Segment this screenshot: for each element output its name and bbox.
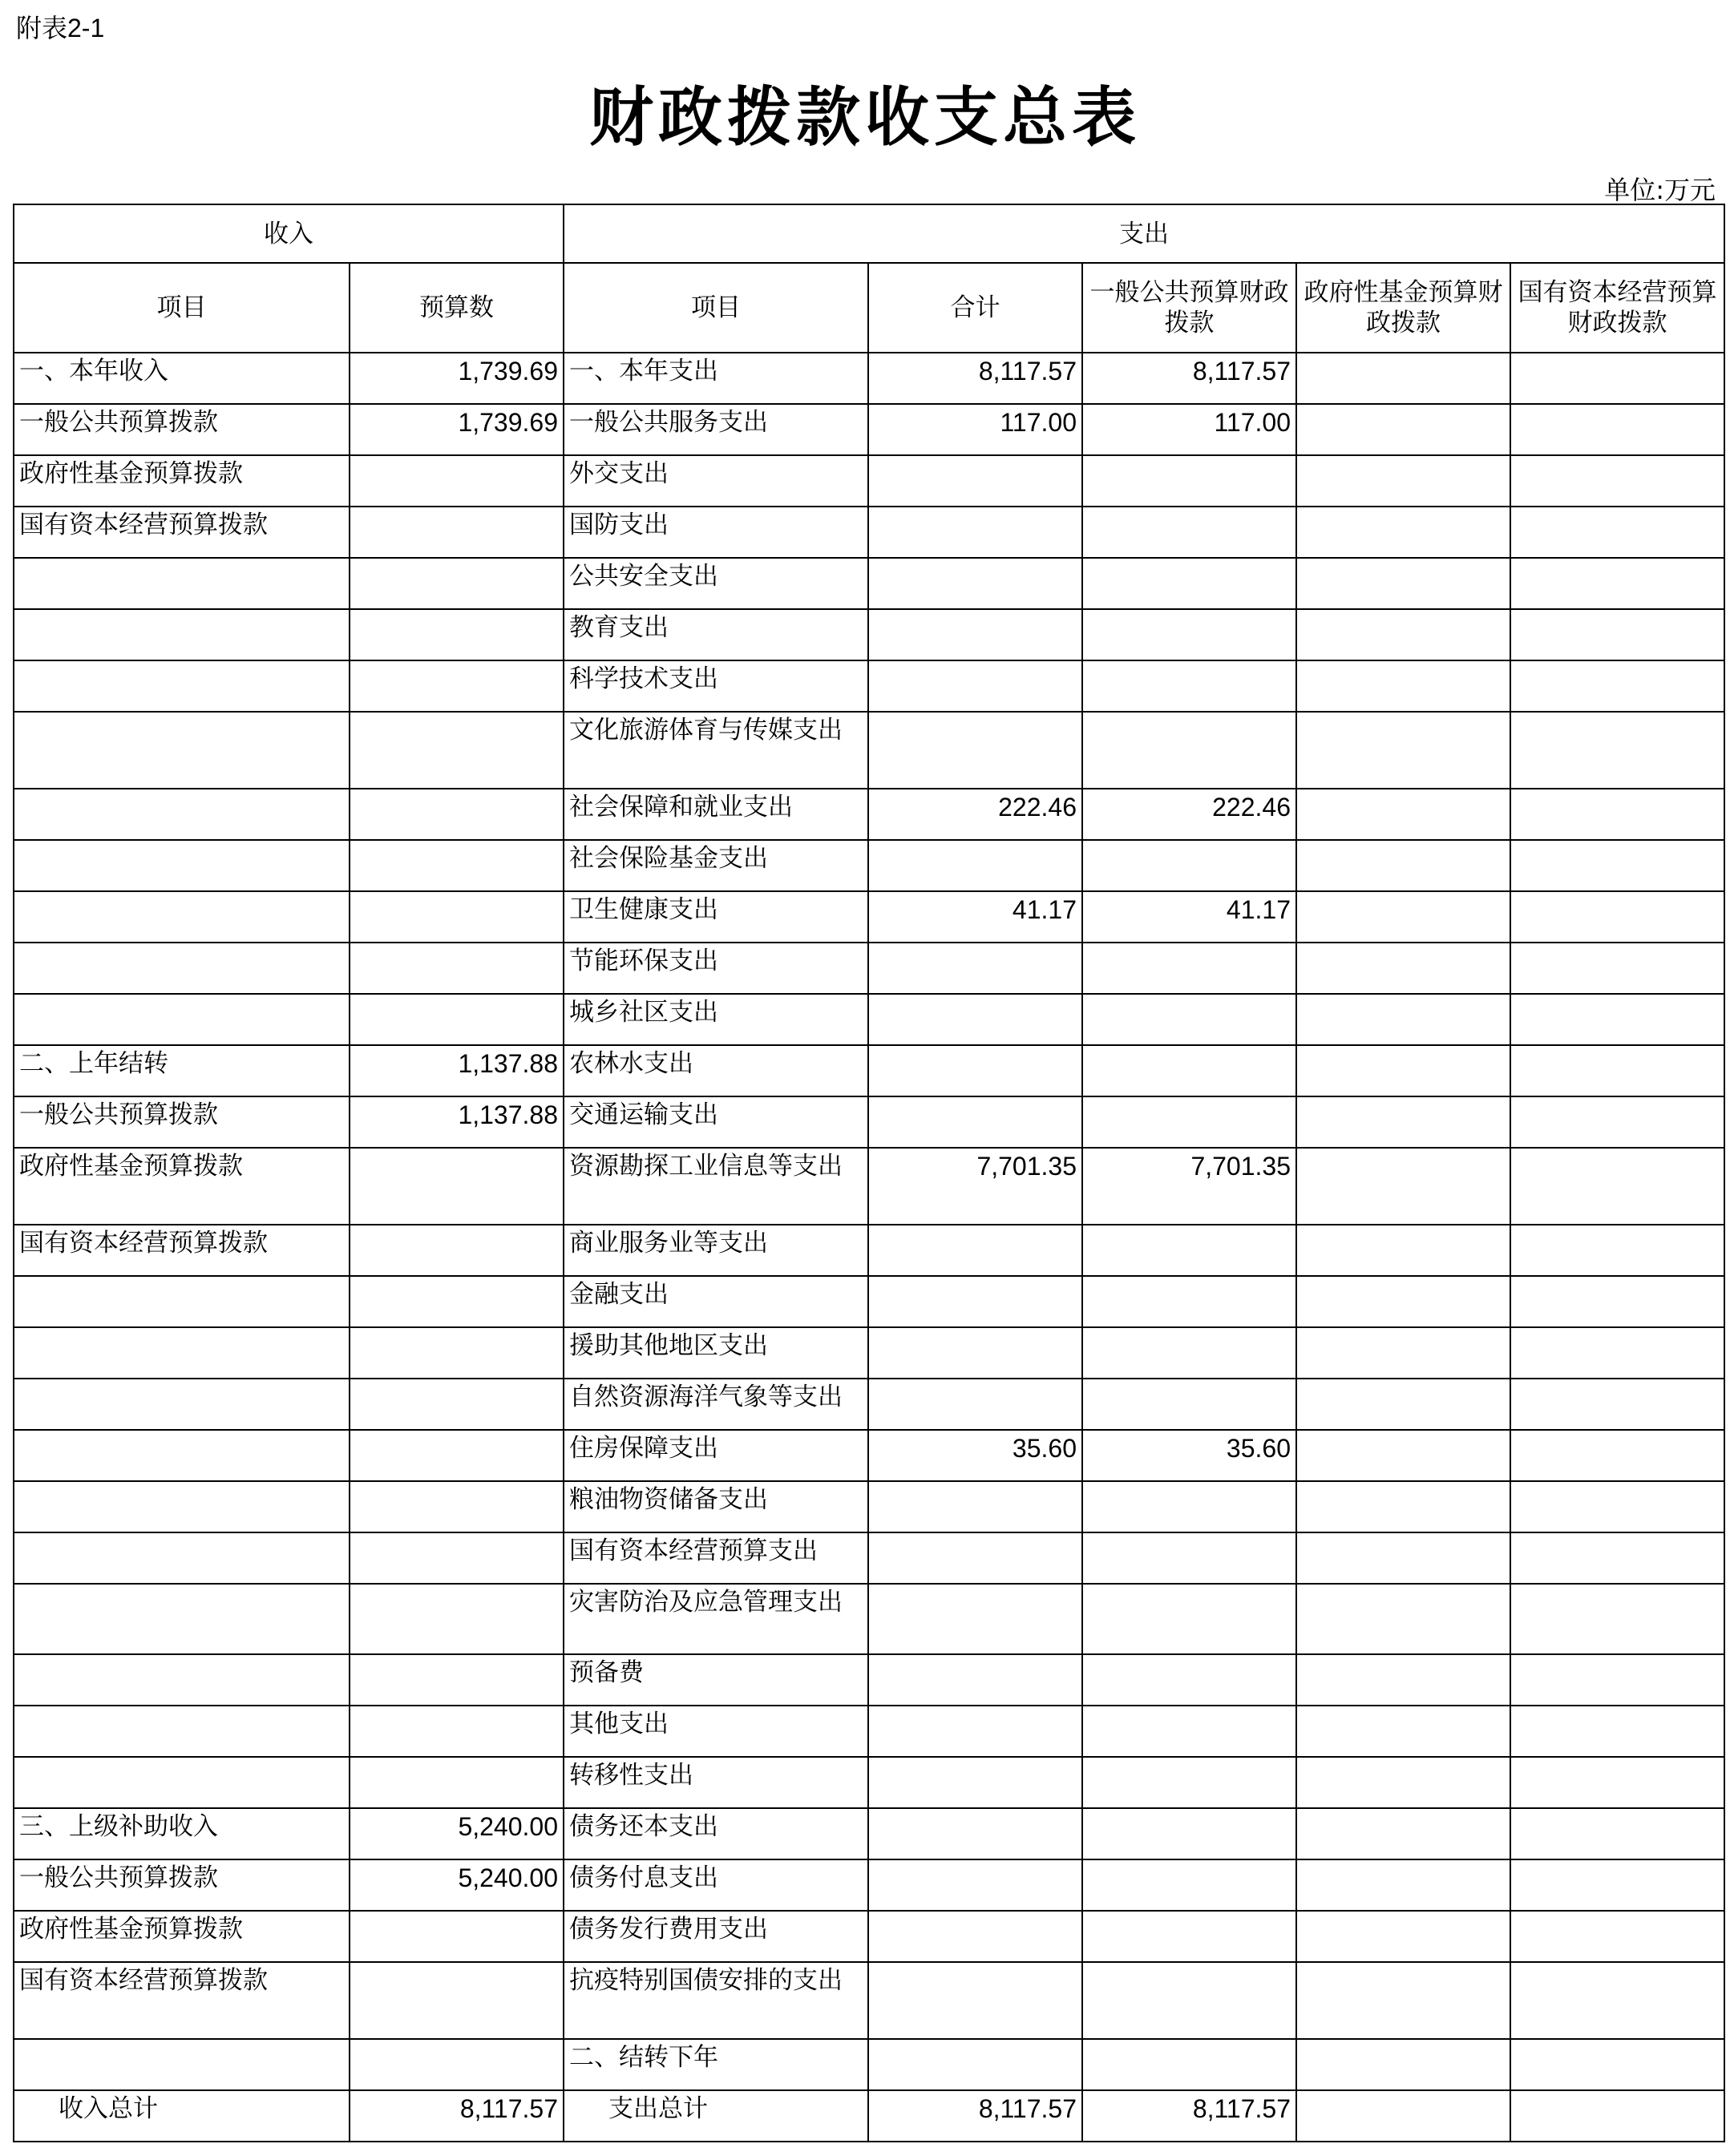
- income-amount-cell: [350, 1379, 564, 1430]
- table-row: [14, 1584, 1724, 1654]
- expense-total-cell: 222.46: [868, 789, 1082, 840]
- income-amount-cell: 1,137.88: [350, 1096, 564, 1148]
- income-amount-cell: [350, 789, 564, 840]
- income-item-cell: 国有资本经营预算拨款: [14, 507, 350, 558]
- state-capital-cell: [1510, 660, 1724, 712]
- general-budget-cell: [1082, 840, 1296, 891]
- income-item-cell: 一般公共预算拨款: [14, 404, 350, 455]
- general-budget-cell: [1082, 1096, 1296, 1148]
- income-amount-cell: [350, 1654, 564, 1706]
- table-row: [14, 840, 1724, 891]
- expense-total-cell: [868, 507, 1082, 558]
- income-amount-cell: 1,137.88: [350, 1045, 564, 1096]
- income-item-cell: [14, 1430, 350, 1481]
- income-item-header: 项目: [14, 263, 350, 353]
- income-item-cell: [14, 943, 350, 994]
- expense-total-cell: 7,701.35: [868, 1148, 1082, 1225]
- general-budget-cell: [1082, 1532, 1296, 1584]
- expense-total-cell: [868, 1706, 1082, 1757]
- table-row: [14, 1379, 1724, 1430]
- gov-fund-cell: [1296, 1584, 1510, 1654]
- expense-total-cell: [868, 660, 1082, 712]
- general-budget-cell: [1082, 1584, 1296, 1654]
- state-capital-cell: [1510, 1225, 1724, 1276]
- gov-fund-cell: [1296, 1045, 1510, 1096]
- expense-item-header: 项目: [564, 263, 868, 353]
- expense-total-label: 支出总计: [564, 2090, 868, 2142]
- expense-total-cell: [868, 1859, 1082, 1911]
- general-budget-cell: [1082, 1379, 1296, 1430]
- income-amount-cell: 1,739.69: [350, 353, 564, 404]
- table-row: [14, 994, 1724, 1045]
- table-row: [14, 943, 1724, 994]
- income-amount-cell: [350, 1430, 564, 1481]
- table-row: [14, 1859, 1724, 1911]
- income-amount-cell: [350, 1757, 564, 1808]
- income-amount-cell: [350, 1911, 564, 1962]
- income-item-cell: 政府性基金预算拨款: [14, 1911, 350, 1962]
- table-row: [14, 1911, 1724, 1962]
- expense-total-cell: [868, 455, 1082, 507]
- table-row: [14, 1962, 1724, 2039]
- state-capital-cell: [1510, 891, 1724, 943]
- table-row: [14, 353, 1724, 404]
- state-capital-cell: [1510, 1379, 1724, 1430]
- gov-fund-cell: [1296, 1654, 1510, 1706]
- income-amount-cell: [350, 1532, 564, 1584]
- expense-item-cell: 援助其他地区支出: [564, 1327, 868, 1379]
- gov-fund-cell: [1296, 1706, 1510, 1757]
- expense-total-cell: [868, 1962, 1082, 2039]
- table-row: [14, 1706, 1724, 1757]
- expense-total-cell: [868, 840, 1082, 891]
- general-budget-cell: 8,117.57: [1082, 353, 1296, 404]
- state-capital-cell: [1510, 1096, 1724, 1148]
- income-amount-cell: [350, 558, 564, 609]
- state-capital-cell: [1510, 609, 1724, 660]
- expense-item-cell: 国有资本经营预算支出: [564, 1532, 868, 1584]
- income-item-cell: [14, 789, 350, 840]
- state-capital-cell: [1510, 994, 1724, 1045]
- income-item-cell: [14, 609, 350, 660]
- gov-fund-cell: [1296, 353, 1510, 404]
- income-item-cell: 国有资本经营预算拨款: [14, 1225, 350, 1276]
- expense-item-cell: 公共安全支出: [564, 558, 868, 609]
- totals-row: [14, 2090, 1724, 2142]
- expense-item-cell: 城乡社区支出: [564, 994, 868, 1045]
- state-capital-cell: [1510, 1757, 1724, 1808]
- expense-total-cell: [868, 1808, 1082, 1859]
- expense-item-cell: 转移性支出: [564, 1757, 868, 1808]
- general-budget-cell: 222.46: [1082, 789, 1296, 840]
- general-budget-cell: [1082, 1327, 1296, 1379]
- general-budget-cell: 41.17: [1082, 891, 1296, 943]
- income-amount-cell: [350, 507, 564, 558]
- gov-fund-cell: [1296, 891, 1510, 943]
- income-item-cell: [14, 994, 350, 1045]
- expense-item-cell: 粮油物资储备支出: [564, 1481, 868, 1532]
- income-item-cell: [14, 712, 350, 789]
- state-capital-cell: [1510, 404, 1724, 455]
- state-capital-cell: [1510, 1654, 1724, 1706]
- income-amount-cell: [350, 840, 564, 891]
- state-capital-cell: [1510, 455, 1724, 507]
- state-capital-cell: [1510, 2039, 1724, 2090]
- expense-item-cell: 交通运输支出: [564, 1096, 868, 1148]
- column-header-row: [14, 263, 1724, 353]
- gov-fund-cell: [1296, 1808, 1510, 1859]
- expense-item-cell: 商业服务业等支出: [564, 1225, 868, 1276]
- table-row: [14, 1654, 1724, 1706]
- income-item-cell: [14, 660, 350, 712]
- expense-total-cell: 117.00: [868, 404, 1082, 455]
- general-budget-cell: [1082, 1962, 1296, 2039]
- gov-fund-cell: [1296, 1225, 1510, 1276]
- gov-fund-total: [1296, 2090, 1510, 2142]
- table-row: [14, 1808, 1724, 1859]
- table-row: [14, 660, 1724, 712]
- gov-fund-cell: [1296, 1148, 1510, 1225]
- state-capital-cell: [1510, 1911, 1724, 1962]
- income-amount-cell: [350, 1327, 564, 1379]
- income-item-cell: 政府性基金预算拨款: [14, 455, 350, 507]
- expense-total-cell: [868, 1276, 1082, 1327]
- state-capital-header: 国有资本经营预算财政拨款: [1510, 263, 1724, 353]
- table-row: [14, 455, 1724, 507]
- general-budget-cell: [1082, 609, 1296, 660]
- income-total-amount: 8,117.57: [350, 2090, 564, 2142]
- expense-item-cell: 二、结转下年: [564, 2039, 868, 2090]
- table-row: [14, 1327, 1724, 1379]
- gov-fund-cell: [1296, 1276, 1510, 1327]
- income-total-label: 收入总计: [14, 2090, 350, 2142]
- general-budget-cell: [1082, 1859, 1296, 1911]
- state-capital-cell: [1510, 1481, 1724, 1532]
- gov-fund-cell: [1296, 1379, 1510, 1430]
- gov-fund-cell: [1296, 1532, 1510, 1584]
- general-budget-cell: [1082, 558, 1296, 609]
- income-amount-cell: [350, 994, 564, 1045]
- income-amount-cell: [350, 891, 564, 943]
- expense-item-cell: 卫生健康支出: [564, 891, 868, 943]
- gov-fund-cell: [1296, 1430, 1510, 1481]
- general-budget-cell: [1082, 712, 1296, 789]
- gov-fund-cell: [1296, 1859, 1510, 1911]
- general-budget-cell: [1082, 943, 1296, 994]
- expense-item-cell: 金融支出: [564, 1276, 868, 1327]
- income-item-cell: 一般公共预算拨款: [14, 1859, 350, 1911]
- page-title: 财政拨款收支总表: [589, 79, 1141, 155]
- expense-item-cell: 灾害防治及应急管理支出: [564, 1584, 868, 1654]
- income-item-cell: [14, 1584, 350, 1654]
- table-row: [14, 1430, 1724, 1481]
- state-capital-cell: [1510, 712, 1724, 789]
- expense-item-cell: 社会保障和就业支出: [564, 789, 868, 840]
- income-amount-cell: [350, 943, 564, 994]
- income-item-cell: 一、本年收入: [14, 353, 350, 404]
- general-budget-cell: [1082, 455, 1296, 507]
- table-row: [14, 712, 1724, 789]
- gov-fund-cell: [1296, 1757, 1510, 1808]
- expense-item-cell: 自然资源海洋气象等支出: [564, 1379, 868, 1430]
- income-item-cell: [14, 891, 350, 943]
- state-capital-cell: [1510, 1859, 1724, 1911]
- income-amount-cell: 5,240.00: [350, 1859, 564, 1911]
- income-item-cell: 国有资本经营预算拨款: [14, 1962, 350, 2039]
- expense-item-cell: 一般公共服务支出: [564, 404, 868, 455]
- state-capital-cell: [1510, 1808, 1724, 1859]
- state-capital-cell: [1510, 1430, 1724, 1481]
- income-amount-cell: [350, 1225, 564, 1276]
- expense-item-cell: 教育支出: [564, 609, 868, 660]
- income-amount-cell: [350, 1481, 564, 1532]
- income-item-cell: [14, 1706, 350, 1757]
- income-item-cell: 三、上级补助收入: [14, 1808, 350, 1859]
- general-budget-cell: [1082, 660, 1296, 712]
- gov-fund-cell: [1296, 1096, 1510, 1148]
- expense-total-cell: [868, 1096, 1082, 1148]
- table-row: [14, 1757, 1724, 1808]
- state-capital-cell: [1510, 1584, 1724, 1654]
- expense-item-cell: 文化旅游体育与传媒支出: [564, 712, 868, 789]
- expense-item-cell: 一、本年支出: [564, 353, 868, 404]
- expense-header: 支出: [564, 204, 1724, 263]
- general-budget-cell: [1082, 1706, 1296, 1757]
- expense-item-cell: 农林水支出: [564, 1045, 868, 1096]
- table-row: [14, 789, 1724, 840]
- gov-fund-cell: [1296, 507, 1510, 558]
- gov-fund-cell: [1296, 840, 1510, 891]
- income-item-cell: [14, 840, 350, 891]
- gov-fund-cell: [1296, 609, 1510, 660]
- income-amount-cell: [350, 2039, 564, 2090]
- expense-total-cell: [868, 1584, 1082, 1654]
- income-amount-cell: 5,240.00: [350, 1808, 564, 1859]
- state-capital-cell: [1510, 840, 1724, 891]
- attachment-label: 附表2-1: [16, 14, 105, 42]
- income-amount-cell: [350, 1276, 564, 1327]
- gov-fund-cell: [1296, 404, 1510, 455]
- expense-total-cell: 41.17: [868, 891, 1082, 943]
- general-budget-cell: [1082, 1757, 1296, 1808]
- expense-item-cell: 债务还本支出: [564, 1808, 868, 1859]
- gov-fund-header: 政府性基金预算财政拨款: [1296, 263, 1510, 353]
- table-row: [14, 507, 1724, 558]
- income-item-cell: [14, 2039, 350, 2090]
- expense-item-cell: 债务发行费用支出: [564, 1911, 868, 1962]
- expense-total-cell: 8,117.57: [868, 353, 1082, 404]
- table-row: [14, 558, 1724, 609]
- table-row: [14, 891, 1724, 943]
- income-item-cell: [14, 1276, 350, 1327]
- gov-fund-cell: [1296, 994, 1510, 1045]
- expense-total-cell: [868, 609, 1082, 660]
- state-capital-cell: [1510, 1706, 1724, 1757]
- income-item-cell: [14, 1757, 350, 1808]
- state-capital-cell: [1510, 943, 1724, 994]
- expense-total-cell: [868, 994, 1082, 1045]
- expense-item-cell: 住房保障支出: [564, 1430, 868, 1481]
- expense-total-cell: [868, 2039, 1082, 2090]
- state-capital-cell: [1510, 1276, 1724, 1327]
- expense-total-cell: [868, 558, 1082, 609]
- budget-table: [13, 204, 1725, 2142]
- general-budget-total: 8,117.57: [1082, 2090, 1296, 2142]
- gov-fund-cell: [1296, 455, 1510, 507]
- income-item-cell: [14, 1327, 350, 1379]
- table-row: [14, 1481, 1724, 1532]
- general-budget-cell: [1082, 1911, 1296, 1962]
- gov-fund-cell: [1296, 789, 1510, 840]
- table-row: [14, 609, 1724, 660]
- expense-item-cell: 外交支出: [564, 455, 868, 507]
- state-capital-cell: [1510, 1045, 1724, 1096]
- state-capital-cell: [1510, 1148, 1724, 1225]
- expense-item-cell: 节能环保支出: [564, 943, 868, 994]
- state-capital-cell: [1510, 507, 1724, 558]
- unit-label: 单位:万元: [1604, 175, 1716, 205]
- gov-fund-cell: [1296, 660, 1510, 712]
- gov-fund-cell: [1296, 1327, 1510, 1379]
- income-amount-cell: 1,739.69: [350, 404, 564, 455]
- general-budget-cell: [1082, 994, 1296, 1045]
- general-budget-cell: [1082, 1808, 1296, 1859]
- section-header-row: [14, 204, 1724, 263]
- expense-total-cell: [868, 1757, 1082, 1808]
- general-budget-cell: [1082, 1225, 1296, 1276]
- expense-total-cell: [868, 1379, 1082, 1430]
- expense-item-cell: 国防支出: [564, 507, 868, 558]
- income-amount-cell: [350, 455, 564, 507]
- table-row: [14, 1532, 1724, 1584]
- income-item-cell: [14, 1481, 350, 1532]
- gov-fund-cell: [1296, 558, 1510, 609]
- income-item-cell: [14, 558, 350, 609]
- table-row: [14, 404, 1724, 455]
- expense-total-cell: [868, 1654, 1082, 1706]
- table-row: [14, 1225, 1724, 1276]
- expense-total-header: 合计: [868, 263, 1082, 353]
- expense-item-cell: 债务付息支出: [564, 1859, 868, 1911]
- expense-total-cell: [868, 1327, 1082, 1379]
- income-header: 收入: [14, 204, 564, 263]
- expense-item-cell: 其他支出: [564, 1706, 868, 1757]
- table-row: [14, 1045, 1724, 1096]
- state-capital-cell: [1510, 1962, 1724, 2039]
- income-amount-cell: [350, 660, 564, 712]
- income-item-cell: 政府性基金预算拨款: [14, 1148, 350, 1225]
- table-row: [14, 1096, 1724, 1148]
- expense-total-cell: [868, 1045, 1082, 1096]
- income-amount-cell: [350, 1962, 564, 2039]
- state-capital-cell: [1510, 1327, 1724, 1379]
- expense-total-cell: [868, 1911, 1082, 1962]
- table-row: [14, 1276, 1724, 1327]
- table-row: [14, 2039, 1724, 2090]
- income-amount-cell: [350, 712, 564, 789]
- income-amount-cell: [350, 1148, 564, 1225]
- income-amount-cell: [350, 609, 564, 660]
- income-amount-cell: [350, 1706, 564, 1757]
- general-budget-cell: [1082, 1276, 1296, 1327]
- expense-item-cell: 社会保险基金支出: [564, 840, 868, 891]
- gov-fund-cell: [1296, 2039, 1510, 2090]
- general-budget-cell: [1082, 1481, 1296, 1532]
- gov-fund-cell: [1296, 1962, 1510, 2039]
- income-budget-header: 预算数: [350, 263, 564, 353]
- expense-item-cell: 科学技术支出: [564, 660, 868, 712]
- expense-item-cell: 预备费: [564, 1654, 868, 1706]
- expense-total-amount: 8,117.57: [868, 2090, 1082, 2142]
- income-item-cell: 二、上年结转: [14, 1045, 350, 1096]
- state-capital-cell: [1510, 353, 1724, 404]
- general-budget-cell: [1082, 1654, 1296, 1706]
- expense-item-cell: 抗疫特别国债安排的支出: [564, 1962, 868, 2039]
- general-budget-cell: [1082, 507, 1296, 558]
- income-item-cell: [14, 1379, 350, 1430]
- expense-total-cell: [868, 943, 1082, 994]
- expense-total-cell: 35.60: [868, 1430, 1082, 1481]
- state-capital-cell: [1510, 558, 1724, 609]
- state-capital-cell: [1510, 789, 1724, 840]
- general-budget-cell: [1082, 2039, 1296, 2090]
- expense-total-cell: [868, 712, 1082, 789]
- income-amount-cell: [350, 1584, 564, 1654]
- income-item-cell: [14, 1532, 350, 1584]
- gov-fund-cell: [1296, 943, 1510, 994]
- expense-total-cell: [868, 1532, 1082, 1584]
- general-budget-cell: [1082, 1045, 1296, 1096]
- general-budget-header: 一般公共预算财政拨款: [1082, 263, 1296, 353]
- expense-total-cell: [868, 1225, 1082, 1276]
- gov-fund-cell: [1296, 1911, 1510, 1962]
- general-budget-cell: 35.60: [1082, 1430, 1296, 1481]
- gov-fund-cell: [1296, 712, 1510, 789]
- gov-fund-cell: [1296, 1481, 1510, 1532]
- state-capital-cell: [1510, 1532, 1724, 1584]
- general-budget-cell: 117.00: [1082, 404, 1296, 455]
- income-item-cell: 一般公共预算拨款: [14, 1096, 350, 1148]
- income-item-cell: [14, 1654, 350, 1706]
- general-budget-cell: 7,701.35: [1082, 1148, 1296, 1225]
- expense-item-cell: 资源勘探工业信息等支出: [564, 1148, 868, 1225]
- table-row: [14, 1148, 1724, 1225]
- state-capital-total: [1510, 2090, 1724, 2142]
- expense-total-cell: [868, 1481, 1082, 1532]
